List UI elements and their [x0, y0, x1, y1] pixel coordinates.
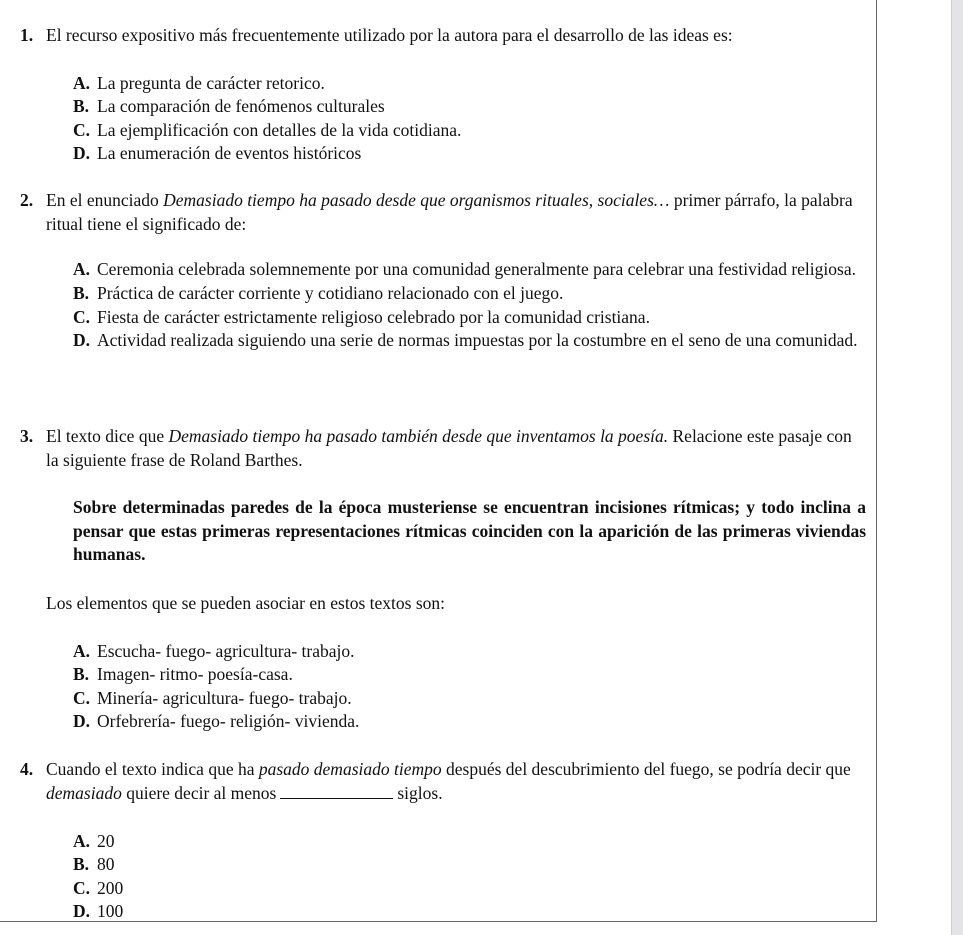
option-text: Fiesta de carácter estrictamente religioso celebrado por la comunidad cristiana.	[97, 306, 650, 327]
option-text: Práctica de carácter corriente y cotidiano relacionado con el juego.	[97, 283, 564, 304]
option-text: 200	[97, 877, 124, 898]
question-2-options	[73, 258, 863, 352]
question-4	[20, 758, 860, 805]
option-b[interactable]	[73, 853, 863, 876]
question-text	[46, 425, 860, 472]
question-number: 1.	[20, 25, 34, 45]
option-letter: D.	[73, 710, 91, 731]
question-number: 2.	[20, 190, 34, 210]
option-d[interactable]	[73, 900, 863, 923]
option-text: Imagen- ritmo- poesía-casa.	[97, 664, 293, 685]
text-run: En el enunciado	[46, 190, 164, 210]
question-text: El recurso expositivo más frecuentemente utilizado por la autora para el desarrollo de las ideas es:	[46, 25, 733, 45]
option-text: Escucha- fuego- agricultura- trabajo.	[97, 641, 355, 661]
text-run: después del descubrimiento del fuego, se podría decir que	[441, 759, 851, 779]
quoted-word: demasiado	[46, 782, 122, 803]
option-text: Ceremonia celebrada solemnemente por una comunidad generalmente para celebrar una festividad religiosa.	[97, 259, 856, 279]
question-text	[46, 189, 860, 236]
option-letter: C.	[73, 687, 91, 708]
question-3-options	[73, 640, 863, 733]
question-number: 3.	[20, 426, 34, 446]
question-4-options	[73, 830, 863, 923]
option-letter: B.	[73, 283, 90, 304]
option-c[interactable]	[73, 119, 863, 142]
option-letter: A.	[73, 831, 91, 851]
text-run: quiere decir al menos	[121, 782, 277, 803]
barthes-quote: Sobre determinadas paredes de la época musteriense se encuentran incisiones rítmicas; y todo inclina a pensar que estas primeras representaciones rítmicas coinciden con la aparición de las primeras viviendas humanas.	[73, 497, 866, 564]
question-2	[20, 189, 860, 236]
question-1-options	[73, 72, 863, 165]
option-letter: C.	[73, 877, 91, 898]
text-run: primer párrafo, la palabra ritual tiene el significado de:	[46, 190, 853, 234]
quoted-phrase: pasado demasiado tiempo	[258, 759, 442, 779]
option-c[interactable]	[73, 877, 863, 900]
option-b[interactable]	[73, 663, 863, 686]
option-text: Actividad realizada siguiendo una serie de normas impuestas por la costumbre en el seno de una comunidad.	[97, 329, 858, 350]
text-run: Relacione este pasaje con la siguiente frase de Roland Barthes.	[46, 426, 852, 470]
quoted-phrase: Demasiado tiempo ha pasado también desde que inventamos la poesía.	[168, 426, 669, 446]
option-letter: C.	[73, 306, 91, 327]
option-text: La comparación de fenómenos culturales	[97, 96, 385, 117]
option-letter: A.	[73, 641, 91, 661]
option-text: La ejemplificación con detalles de la vida cotidiana.	[97, 119, 462, 140]
option-letter: B.	[73, 854, 90, 875]
option-d[interactable]	[73, 329, 863, 352]
option-text: 80	[97, 854, 115, 875]
option-text: La enumeración de eventos históricos	[97, 142, 362, 163]
option-d[interactable]	[73, 710, 863, 733]
option-a[interactable]	[73, 258, 863, 281]
option-a[interactable]	[73, 72, 863, 95]
text-run: El texto dice que	[46, 426, 169, 446]
question-prompt: Los elementos que se pueden asociar en estos textos son:	[46, 593, 445, 613]
option-letter: C.	[73, 119, 91, 140]
option-letter: A.	[73, 73, 91, 93]
option-c[interactable]	[73, 306, 863, 329]
option-letter: B.	[73, 96, 90, 117]
text-run: Cuando el texto indica que ha	[46, 759, 259, 779]
answer-blank	[280, 784, 393, 799]
option-text: La pregunta de carácter retorico.	[97, 73, 325, 93]
option-a[interactable]	[73, 640, 863, 663]
option-text: 100	[97, 900, 124, 921]
option-letter: A.	[73, 259, 91, 279]
scrollbar[interactable]	[951, 0, 963, 935]
question-3	[20, 425, 860, 472]
question-number: 4.	[20, 759, 34, 779]
option-letter: D.	[73, 900, 91, 921]
option-letter: D.	[73, 329, 91, 350]
question-text	[46, 758, 860, 805]
option-text: 20	[97, 831, 115, 851]
option-letter: D.	[73, 142, 91, 163]
option-a[interactable]	[73, 830, 863, 853]
option-text: Minería- agricultura- fuego- trabajo.	[97, 687, 352, 708]
option-b[interactable]	[73, 282, 863, 305]
option-c[interactable]	[73, 687, 863, 710]
quoted-phrase: Demasiado tiempo ha pasado desde que organismos rituales, sociales…	[163, 190, 670, 210]
option-b[interactable]	[73, 95, 863, 118]
option-letter: B.	[73, 664, 90, 685]
option-d[interactable]	[73, 142, 863, 165]
option-text: Orfebrería- fuego- religión- vivienda.	[97, 710, 360, 731]
text-run: siglos.	[397, 782, 443, 803]
question-1	[20, 24, 860, 48]
